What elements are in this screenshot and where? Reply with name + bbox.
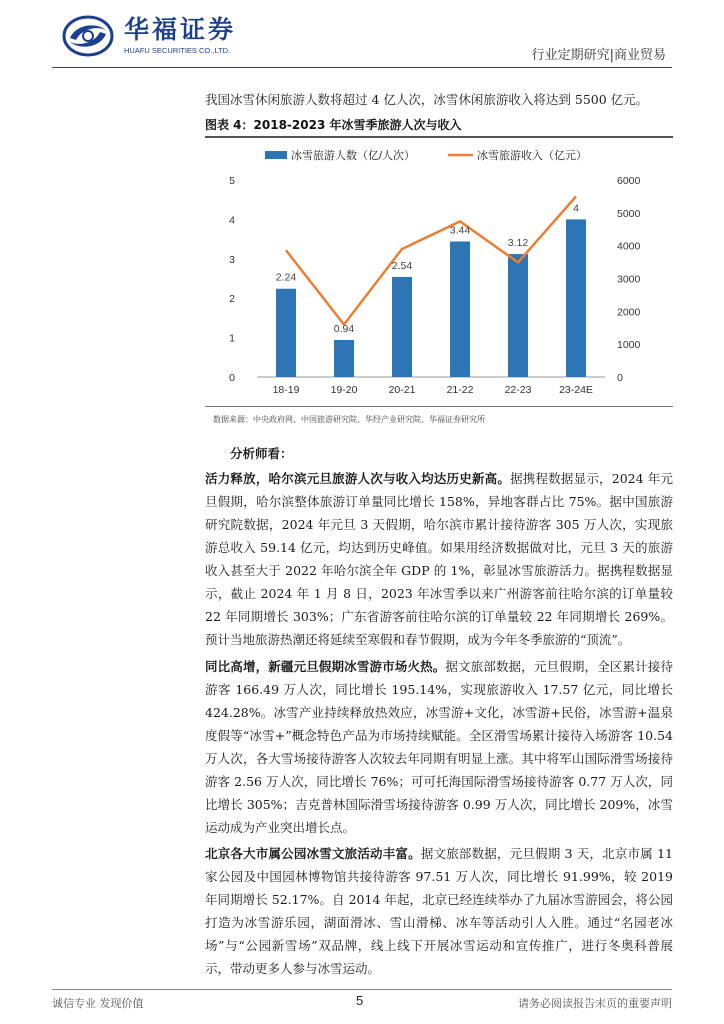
y-right-tick-label: 3000 xyxy=(617,273,641,286)
line-series xyxy=(286,196,576,324)
bar-data-label: 2.54 xyxy=(391,259,413,272)
logo-english-name: HUAFU SECURITIES CO.,LTD. xyxy=(124,46,231,55)
revenue-line xyxy=(286,196,576,324)
footer-disclaimer: 请务必阅读报告末页的重要声明 xyxy=(518,997,672,1010)
legend-line-label: 冰雪旅游收入（亿元） xyxy=(477,150,587,162)
bar xyxy=(392,277,412,377)
x-tick-label: 18-19 xyxy=(272,384,300,396)
brand-logo xyxy=(62,14,242,58)
paragraph-harbin xyxy=(205,467,673,651)
header-divider xyxy=(52,67,672,68)
y-left-tick-label: 1 xyxy=(229,332,235,345)
bar-data-label: 3.12 xyxy=(507,237,529,250)
paragraph-beijing xyxy=(205,842,673,980)
footer-slogan: 诚信专业 发现价值 xyxy=(52,997,144,1010)
y-right-tick-label: 0 xyxy=(617,372,623,384)
y-right-tick-label: 1000 xyxy=(617,339,641,352)
bar-data-label: 2.24 xyxy=(275,271,297,284)
logo-chinese-name: 华福证券 xyxy=(124,15,237,44)
legend-bar-swatch xyxy=(265,151,287,159)
data-source-note: 数据来源：中央政府网、中国旅游研究院、华经产业研究院、华福证券研究所 xyxy=(213,415,485,424)
report-type: 行业定期研究|商业贸易 xyxy=(531,48,666,63)
legend-bar-label: 冰雪旅游人数（亿/人次） xyxy=(291,150,416,162)
ice-snow-tourism-chart xyxy=(205,138,673,406)
paragraph-lead: 北京各大市属公园冰雪文旅活动丰富。 xyxy=(205,846,421,861)
y-right-tick-label: 2000 xyxy=(617,306,641,319)
y-left-tick-label: 4 xyxy=(229,214,235,227)
y-left-tick-label: 0 xyxy=(229,372,235,384)
bar-data-label: 3.44 xyxy=(449,224,471,237)
figure-bottom-rule xyxy=(205,406,673,407)
x-tick-label: 23-24E xyxy=(559,384,593,396)
bar xyxy=(334,340,354,377)
y-right-tick-label: 5000 xyxy=(617,207,641,220)
x-tick-label: 20-21 xyxy=(388,384,416,396)
bar xyxy=(508,254,528,377)
page-header xyxy=(0,0,724,74)
bar-data-label: 4 xyxy=(573,202,579,215)
logo-swirl-icon xyxy=(62,14,118,58)
bar xyxy=(566,219,586,377)
x-tick-label: 19-20 xyxy=(330,384,358,396)
intro-paragraph: 我国冰雪休闲旅游人数将超过 4 亿人次，冰雪休闲旅游收入将达到 5500 亿元。 xyxy=(205,92,649,107)
y-right-tick-label: 6000 xyxy=(617,175,641,187)
x-tick-label: 21-22 xyxy=(446,384,474,396)
paragraph-body: 据携程数据显示，2024 年元旦假期，哈尔滨整体旅游订单量同比增长 158%，异地客群占比 75%。据中国旅游研究院数据，2024 年元旦 3 天假期，哈尔滨市累计接待游客 305 万人次，实现旅游总收入 59.14 亿元，均达到历史峰值。如果用经济数据做对比，元旦 3 天的旅游收入甚至大于 2022 年哈尔滨全年 GDP 的 1%，彰显冰雪旅游活力。据携程数据显示，截止 2024 年 1 月 8 日，2023 年冰雪季以来广州游客前往哈尔滨的订单量较 22 年同期增长 303%；广东省游客前往哈尔滨的订单量较 22 年同期增长 269%。预计当地旅游热潮还将延续至寒假和春节假期，成为今年冬季旅游的“顶流”。 xyxy=(205,471,673,647)
footer-divider xyxy=(52,989,672,990)
y-left-tick-label: 5 xyxy=(229,175,235,187)
figure-title: 图表 4：2018-2023 年冰雪季旅游人次与收入 xyxy=(205,118,462,132)
x-tick-label: 22-23 xyxy=(504,384,532,396)
bar xyxy=(276,289,296,377)
data-labels xyxy=(276,202,579,335)
paragraph-lead: 同比高增，新疆元旦假期冰雪游市场火热。 xyxy=(205,659,446,674)
y-right-tick-label: 4000 xyxy=(617,240,641,253)
paragraph-xinjiang xyxy=(205,655,673,839)
bar-data-label: 0.94 xyxy=(333,322,355,335)
bar xyxy=(450,241,470,377)
chart-legend xyxy=(265,148,587,162)
paragraph-body: 据文旅部数据，元旦假期，全区累计接待游客 166.49 万人次，同比增长 195.14%，实现旅游收入 17.57 亿元，同比增长 424.28%。冰雪产业持续释放热效应，冰雪游+文化，冰雪游+民俗，冰雪游+温泉度假等“冰雪+”概念特色产品为市场持续赋能。全区滑雪场累计接待入场游客 10.54 万人次，各大雪场接待游客人次较去年同期有明显上涨。其中将军山国际滑雪场接待游客 2.56 万人次，同比增长 76%；可可托海国际滑雪场接待游客 0.77 万人次，同比增长 305%；吉克普林国际滑雪场接待游客 0.99 万人次，同比增长 209%，冰雪运动成为产业突出增长点。 xyxy=(205,659,673,835)
page-number: 5 xyxy=(356,993,364,1008)
analyst-heading: 分析师看： xyxy=(230,446,293,461)
y-left-tick-label: 3 xyxy=(229,253,235,266)
paragraph-lead: 活力释放，哈尔滨元旦旅游人次与收入均达历史新高。 xyxy=(205,471,511,486)
paragraph-body: 据文旅部数据，元旦假期 3 天，北京市属 11 家公园及中国园林博物馆共接待游客 97.51 万人次，同比增长 91.99%，较 2019 年同期增长 52.17%。自 2014 年起，北京已经连续举办了九届冰雪游园会，将公园打造为冰雪游乐园，湖面滑冰、雪山滑梯、冰车等活动引人入胜。通过“名园老冰场”与“公园新雪场”双品牌，线上线下开展冰雪运动和宣传推广，进行冬奥科普展示，带动更多人参与冰雪运动。 xyxy=(205,846,673,976)
y-left-tick-label: 2 xyxy=(229,293,235,306)
